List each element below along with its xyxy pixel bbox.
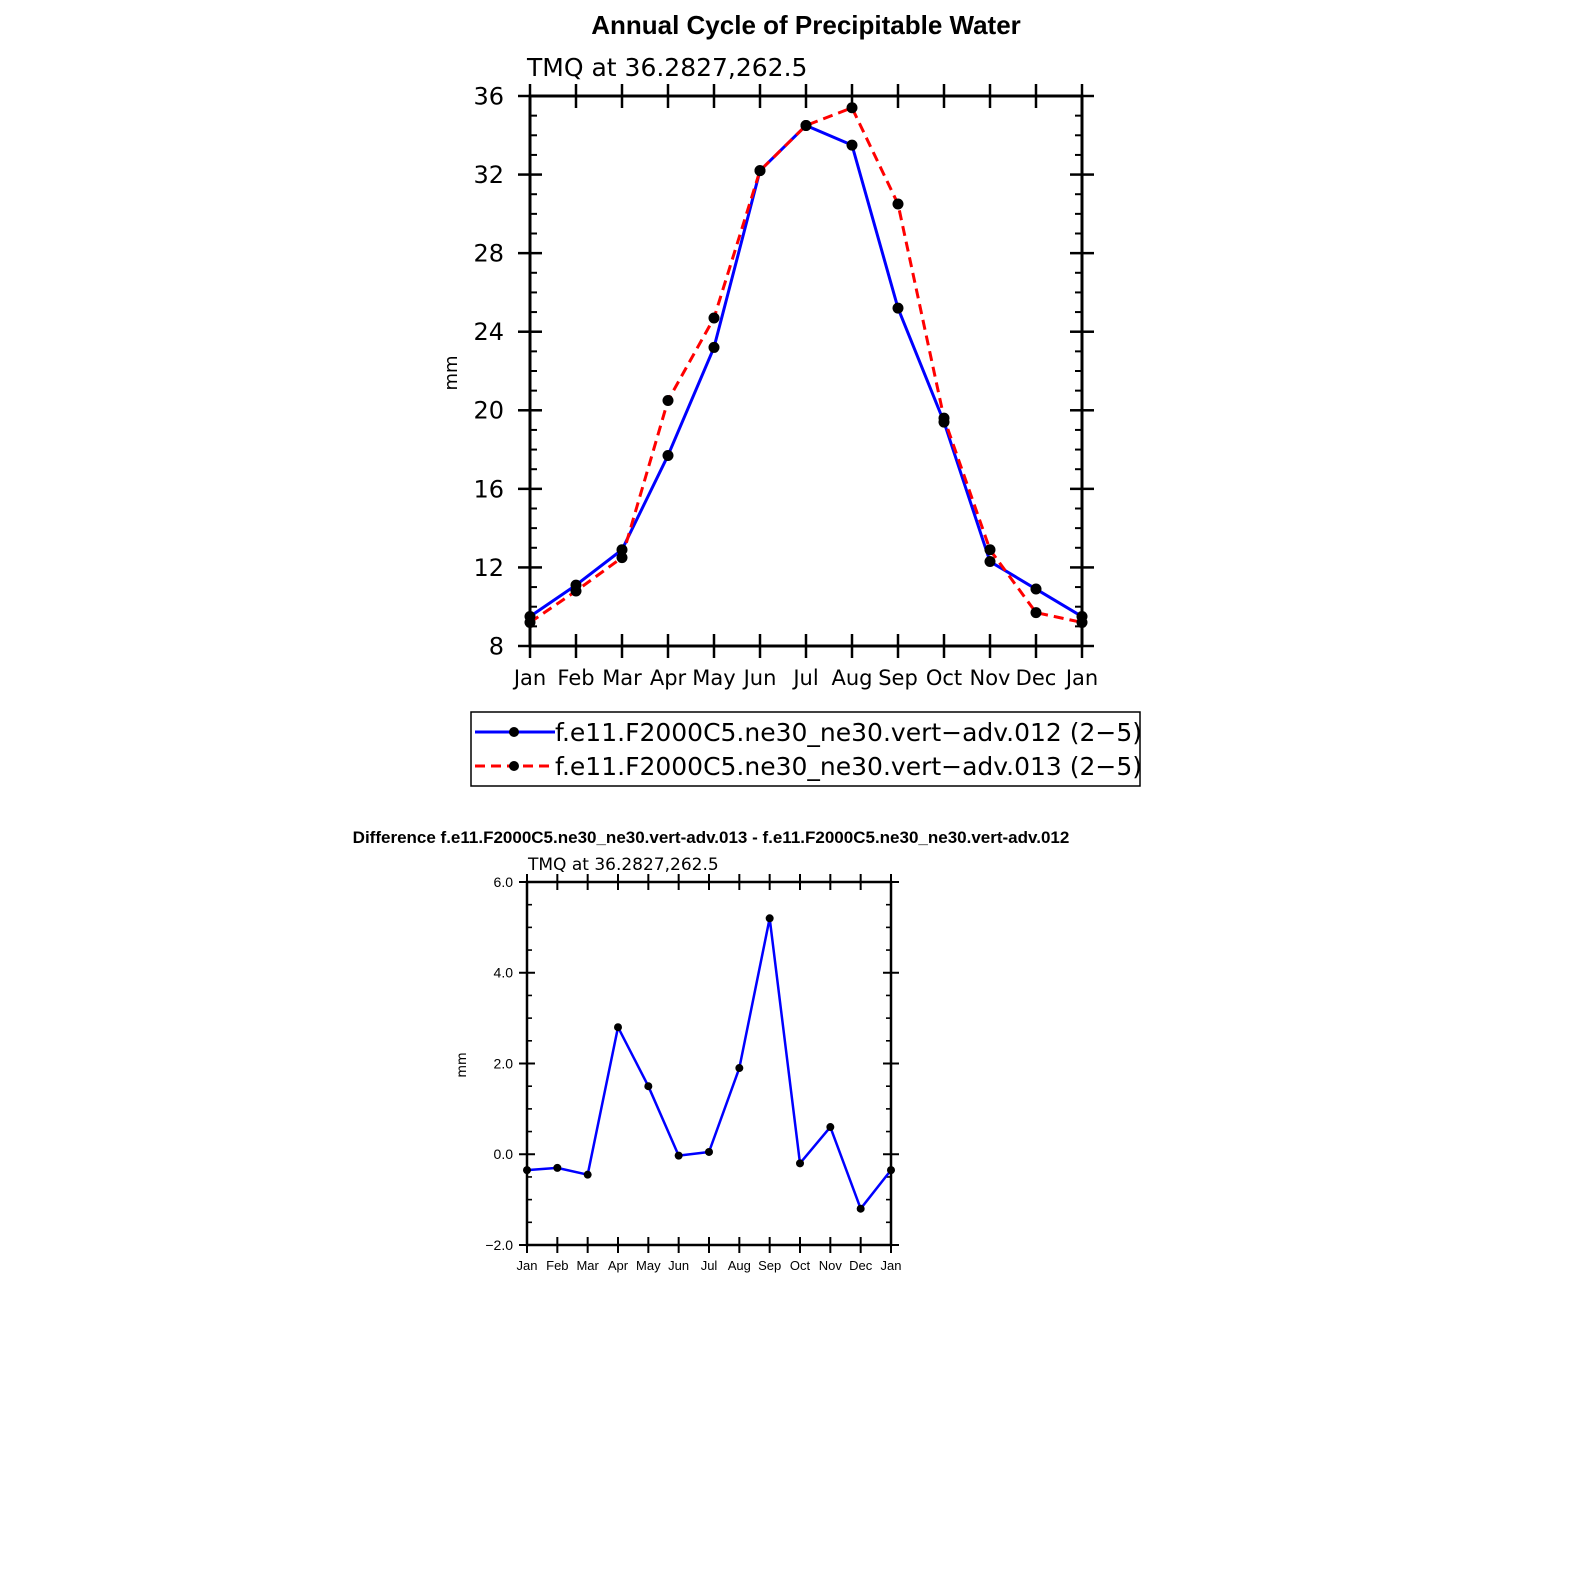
series-2-point xyxy=(801,120,812,131)
x-tick-label: Jan xyxy=(1065,666,1099,690)
x-tick-label: Mar xyxy=(602,666,642,690)
series-2-point xyxy=(1031,607,1042,618)
series-2-point xyxy=(663,395,674,406)
series-1-point xyxy=(857,1205,865,1213)
x-tick-label: Dec xyxy=(1015,666,1057,690)
y-tick-label: −2.0 xyxy=(485,1236,513,1253)
series-line-1 xyxy=(530,125,1082,616)
series-1-point xyxy=(826,1123,834,1131)
series-line-2 xyxy=(530,108,1082,623)
series-1-point xyxy=(985,556,996,567)
series-1-point xyxy=(709,342,720,353)
y-tick-label: 4.0 xyxy=(493,964,513,981)
x-tick-label: Apr xyxy=(649,666,687,690)
x-tick-label: Jul xyxy=(700,1258,718,1273)
x-tick-label: Oct xyxy=(925,666,963,690)
chart2-title: Difference f.e11.F2000C5.ne30_ne30.vert-adv.013 - f.e11.F2000C5.ne30_ne30.vert-adv.012 xyxy=(352,828,1070,847)
series-1-point xyxy=(766,914,774,922)
chart1-axis-ticks xyxy=(473,82,1098,690)
y-tick-label: 8 xyxy=(488,632,504,661)
x-tick-label: Jan xyxy=(513,666,547,690)
y-tick-label: 0.0 xyxy=(493,1146,513,1163)
y-tick-label: 2.0 xyxy=(493,1055,513,1072)
series-1-point xyxy=(584,1171,592,1179)
x-tick-label: Dec xyxy=(849,1258,873,1273)
series-line-1 xyxy=(527,918,891,1208)
series-2-point xyxy=(755,165,766,176)
series-1-point xyxy=(553,1164,561,1172)
chart1-series-group xyxy=(525,102,1088,628)
x-tick-label: Aug xyxy=(727,1258,751,1273)
x-tick-label: Jun xyxy=(743,666,777,690)
chart1-title: Annual Cycle of Precipitable Water xyxy=(591,10,1021,40)
series-2-point xyxy=(939,413,950,424)
chart1-ylabel: mm xyxy=(441,355,462,391)
series-2-point xyxy=(985,544,996,555)
x-tick-label: Feb xyxy=(546,1258,569,1273)
series-1-point xyxy=(796,1159,804,1167)
y-tick-label: 6.0 xyxy=(493,873,513,890)
legend-marker-series-2 xyxy=(509,761,519,771)
chart2-series-group xyxy=(523,914,895,1212)
series-1-point xyxy=(675,1152,683,1160)
chart1-legend xyxy=(471,712,1142,786)
x-tick-label: Jan xyxy=(516,1258,538,1273)
series-1-point xyxy=(847,140,858,151)
series-1-point xyxy=(735,1064,743,1072)
legend-label-series-1: f.e11.F2000C5.ne30_ne30.vert−adv.012 (2−5) xyxy=(555,718,1143,747)
series-2-point xyxy=(617,552,628,563)
x-tick-label: Jan xyxy=(880,1258,902,1273)
x-tick-label: Jul xyxy=(793,666,819,690)
x-tick-label: Nov xyxy=(969,666,1011,690)
y-tick-label: 16 xyxy=(473,475,504,504)
series-1-point xyxy=(644,1082,652,1090)
series-1-point xyxy=(893,303,904,314)
series-2-point xyxy=(571,586,582,597)
series-2-point xyxy=(893,199,904,210)
y-tick-label: 24 xyxy=(473,318,504,347)
series-1-point xyxy=(1031,584,1042,595)
x-tick-label: May xyxy=(636,1258,661,1273)
x-tick-label: Nov xyxy=(818,1258,842,1273)
series-1-point xyxy=(705,1148,713,1156)
series-2-point xyxy=(709,312,720,323)
x-tick-label: Jun xyxy=(668,1258,690,1273)
y-tick-label: 28 xyxy=(473,239,504,268)
chart2-axis-ticks xyxy=(485,874,901,1273)
y-tick-label: 12 xyxy=(473,553,504,582)
x-tick-label: May xyxy=(692,666,736,690)
y-tick-label: 32 xyxy=(473,160,504,189)
legend-marker-series-1 xyxy=(509,727,519,737)
chart1-subtitle: TMQ at 36.2827,262.5 xyxy=(527,53,808,82)
x-tick-label: Sep xyxy=(878,666,918,690)
legend-label-series-2: f.e11.F2000C5.ne30_ne30.vert−adv.013 (2−5) xyxy=(555,752,1143,781)
chart2-plot-frame xyxy=(527,882,891,1245)
x-tick-label: Sep xyxy=(758,1258,782,1273)
series-1-point xyxy=(614,1023,622,1031)
series-1-point xyxy=(663,450,674,461)
y-tick-label: 36 xyxy=(473,82,504,111)
x-tick-label: Mar xyxy=(576,1258,599,1273)
chart2-ylabel: mm xyxy=(455,1052,470,1078)
series-2-point xyxy=(847,102,858,113)
x-tick-label: Apr xyxy=(607,1258,629,1273)
x-tick-label: Aug xyxy=(831,666,873,690)
y-tick-label: 20 xyxy=(473,396,504,425)
chart2-subtitle: TMQ at 36.2827,262.5 xyxy=(528,855,719,875)
x-tick-label: Oct xyxy=(789,1258,811,1273)
x-tick-label: Feb xyxy=(557,666,595,690)
